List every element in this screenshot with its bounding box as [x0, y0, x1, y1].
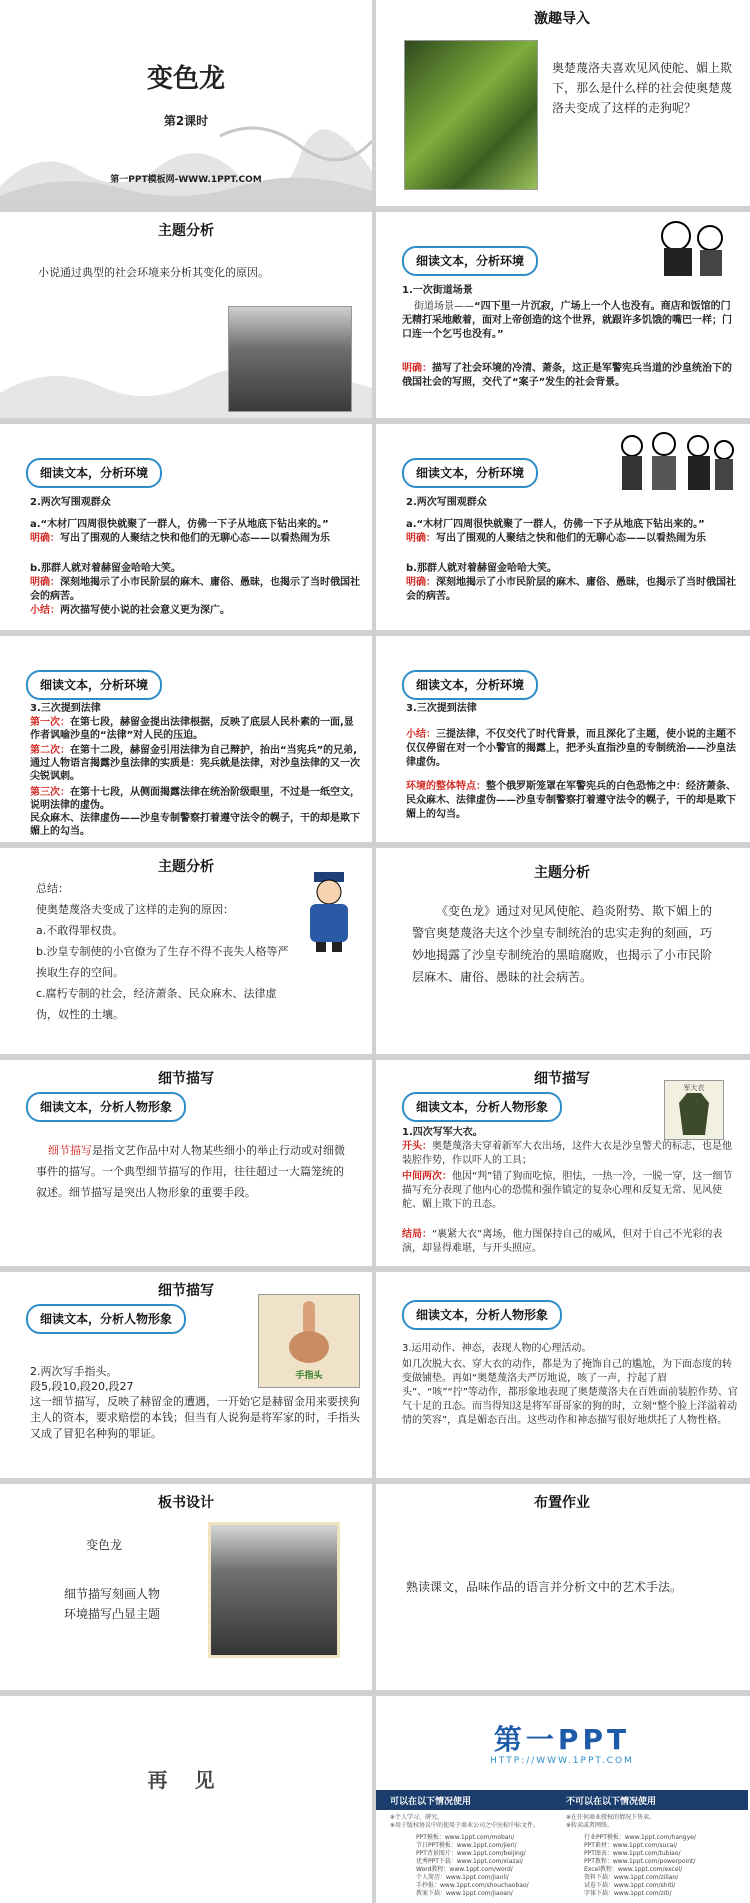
quote-a: a.“木材厂四周很快就聚了一群人，仿佛一下子从地底下钻出来的。” [406, 519, 705, 530]
finger-icon [285, 1301, 333, 1365]
slide-summary[interactable] [0, 848, 372, 1054]
slide-goodbye[interactable] [0, 1696, 372, 1903]
cannot-use-heading: 不可以在以下情况使用 [566, 1797, 657, 1807]
slide-heading: 激趣导入 [534, 11, 590, 27]
slide-intro[interactable] [376, 0, 748, 206]
section-heading: 3.三次提到法律 [30, 703, 101, 714]
quote-a: a.“木材厂四周很快就聚了一群人，仿佛一下子从地底下钻出来的。” [30, 519, 329, 530]
slide-theme-analysis[interactable] [376, 848, 748, 1054]
coat-middle: 中间两次：他因“判”错了狗而吃惊，胆怯，一热一冷，一脱一穿，这一细节描写充分表现了他内心的恐慌和强作镇定的复杂心理和反复无常、见风使舵、媚上欺下的丑态。 [402, 1171, 733, 1210]
ink-landscape-icon [0, 116, 372, 206]
explain-a: 明确：写出了围观的人聚结之快和他们的无聊心态——以看热闹为乐 [30, 533, 330, 544]
slide-street[interactable] [376, 212, 748, 418]
homework-text: 熟读课文，品味作品的语言并分析文中的艺术手法。 [406, 1580, 683, 1594]
section-pill: 细读文本，分析人物形象 [26, 1304, 186, 1334]
coat-opening: 开头：奥楚蔑洛夫穿着新军大衣出场，这件大衣是沙皇警犬的标志，也是他装腔作势，作以吓人的工具； [402, 1141, 732, 1166]
cartoon-crowd-icon [614, 428, 738, 494]
section-heading: 1.四次写军大衣。 [402, 1127, 483, 1138]
section-pill: 细读文本，分析环境 [402, 458, 538, 488]
slide-heading: 细节描写 [158, 1071, 214, 1087]
cartoon-figures-icon [646, 216, 736, 278]
link[interactable]: 手抄报：www.1ppt.com/shouchaobao/ [416, 1882, 529, 1889]
slide-theme[interactable] [0, 212, 372, 418]
street-scene-text: 街道场景——“四下里一片沉寂，广场上一个人也没有。商店和饭馆的门无精打采地敞着，面对上帝创造的这个世界，就跟许多饥饿的嘴巴一样；门口连一个乞丐也没有。” [402, 301, 732, 340]
section-heading: 2.两次写围观群众 [406, 497, 487, 508]
lesson-subtitle: 第2课时 [163, 114, 209, 128]
summary-lines: 总结： 使奥楚蔑洛夫变成了这样的走狗的原因： a.不敢得罪权贵。 b.沙皇专制使的小官僚为了生存不得不丧失人格等严挨取生存的空间。 c.腐朽专制的社会，经济萧条、民众麻木、法律虚伪，奴性的土壤。 [36, 882, 289, 1021]
slide-heading: 细节描写 [158, 1283, 214, 1299]
coat-icon [679, 1093, 709, 1135]
coat-ending: 结局：“裹紧大衣”离场，他力图保持自己的威风，但对于自己不光彩的表演，却显得难堪，与开头照应。 [402, 1229, 723, 1254]
slide-heading: 板书设计 [158, 1495, 214, 1511]
intro-text: 奥楚蔑洛夫喜欢见风使舵、媚上欺下，那么是什么样的社会使奥楚蔑洛夫变成了这样的走狗呢？ [552, 61, 733, 115]
site-url[interactable]: HTTP://WWW.1PPT.COM [490, 1756, 634, 1766]
actions-text: 如几次脱大衣、穿大衣的动作，都是为了掩饰自己的尴尬，为下面态度的转变做铺垫。再如“奥楚蔑洛夫严厉地说，咳了一声，拧起了眉头”、“咳”“拧”等动作，都形象地表现了奥楚蔑洛夫在百姓面前装腔作势、官气十足的丑态。而当得知这是将军哥哥家的狗的时，立刻“整个脸上洋溢着动情的笑容”，真是媚态百出。这些动作和神态描写很好地烘托了人物性格。 [402, 1359, 738, 1426]
slide-crowd-2[interactable] [376, 424, 748, 630]
slide-credits[interactable] [376, 1696, 748, 1903]
slide-actions[interactable] [376, 1272, 748, 1478]
link[interactable]: PPT模板：www.1ppt.com/moban/ [416, 1834, 515, 1841]
links-right [584, 1834, 734, 1898]
goodbye-text: 再 见 [147, 1768, 225, 1792]
link[interactable]: 试卷下载：www.1ppt.com/shiti/ [584, 1882, 676, 1889]
explain-a: 明确：写出了围观的人聚结之快和他们的无聊心态——以看热闹为乐 [406, 533, 706, 544]
slide-detail-def[interactable] [0, 1060, 372, 1266]
section-heading: 3.运用动作、神态，表现人物的心理活动。 [402, 1343, 592, 1354]
law-conclusion: 小结：三提法律，不仅交代了时代背景，而且深化了主题，使小说的主题不仅仅停留在对一个小警官的揭露上，把矛头直指沙皇的专制统治——沙皇法律虚伪。 [406, 729, 736, 768]
law-summary: 民众麻木、法律虚伪——沙皇专制警察打着遵守法令的幌子，干的却是欺下媚上的勾当。 [30, 813, 360, 837]
slide-law-1[interactable] [0, 636, 372, 842]
section-pill: 细读文本，分析环境 [402, 670, 538, 700]
section-pill: 细读文本，分析环境 [26, 670, 162, 700]
links-left [416, 1834, 566, 1898]
slide-board[interactable] [0, 1484, 372, 1690]
finger-explain: 这一细节描写，反映了赫留金的遭遇，一开始它是赫留金用来要挟狗主人的资本，要求赔偿的本钱；但当有人说狗是将军家的时，手指头又成了冒犯名种狗的罪证。 [30, 1395, 360, 1440]
summary-c: 小结：两次描写使小说的社会意义更为深广。 [30, 605, 230, 616]
site-logo: 第一PPT [493, 1723, 631, 1756]
quote-b: b.那群人就对着赫留金哈哈大笑。 [406, 563, 557, 574]
link[interactable]: 教案下载：www.1ppt.com/jiaoan/ [416, 1890, 513, 1897]
theme-text: 小说通过典型的社会环境来分析其变化的原因。 [38, 266, 269, 279]
crowd-photo [228, 306, 352, 412]
finger-picture: 手指头 [258, 1294, 360, 1388]
finger-lines: 2.两次写手指头。 段5,段10,段20,段27 [30, 1365, 134, 1393]
slide-heading: 细节描写 [534, 1071, 590, 1087]
slide-crowd-1[interactable] [0, 424, 372, 630]
slide-homework[interactable] [376, 1484, 748, 1690]
theme-analysis-text: 《变色龙》通过对见风使舵、趋炎附势、欺下媚上的警官奥楚蔑洛夫这个沙皇专制统治的忠实走狗的刻画，巧妙地揭露了沙皇专制统治的黑暗腐败，也揭示了小市民阶层麻木、庸俗、愚昧的社会病苦。 [412, 904, 713, 984]
cannot-use-notes: ※在任何商业授权的情况下售卖。 ※转卖或者网络。 [566, 1814, 656, 1829]
crowd-photo [208, 1522, 340, 1658]
slide-heading: 主题分析 [158, 223, 214, 239]
slide-finger[interactable] [0, 1272, 372, 1478]
environment-features: 环境的整体特点：整个俄罗斯笼罩在军警宪兵的白色恐怖之中：经济萧条、民众麻木、法律虚伪——沙皇专制警察打着遵守法令的幌子，干的却是欺下媚上的勾当。 [406, 781, 736, 820]
section-heading: 1.一次街道场景 [402, 285, 473, 296]
section-pill: 细读文本，分析环境 [26, 458, 162, 488]
lesson-title: 变色龙 [146, 64, 225, 94]
link[interactable]: 节日PPT模板：www.1ppt.com/jieri/ [416, 1842, 517, 1849]
link[interactable]: PPT教程：www.1ppt.com/powerpoint/ [584, 1858, 696, 1865]
slide-heading: 主题分析 [158, 859, 214, 875]
can-use-notes: ※个人学习、研究。 ※用于版权协议中的使用于商业公司之中应标中标文件。 [390, 1814, 540, 1829]
section-pill: 细读文本，分析人物形象 [402, 1092, 562, 1122]
footer-text: 第一PPT模板网-WWW.1PPT.COM [110, 175, 262, 185]
board-title: 变色龙 [86, 1538, 123, 1552]
slide-coat[interactable] [376, 1060, 748, 1266]
link[interactable]: 字体下载：www.1ppt.com/ziti/ [584, 1890, 672, 1897]
link[interactable]: Excel教程：www.1ppt.com/excel/ [584, 1866, 683, 1873]
quote-b: b.那群人就对着赫留金哈哈大笑。 [30, 563, 181, 574]
board-points: 细节描写刻画人物 环境描写凸显主题 [64, 1587, 161, 1621]
link[interactable]: PPT背景图片：www.1ppt.com/beijing/ [416, 1850, 526, 1857]
detail-definition: 细节描写是指文艺作品中对人物某些细小的举止行动或对细微事件的描写。一个典型细节描写的作用，往往超过一大篇笼统的叙述。细节描写是突出人物形象的重要手段。 [36, 1144, 345, 1199]
law-second: 第二次：在第十二段，赫留金引用法律为自己辩护，抬出“当宪兵”的兄弟,通过人物语言揭露沙皇法律的实质是：宪兵就是法律，对沙皇法律的又一次尖锐讽刺。 [30, 745, 360, 782]
slide-law-2[interactable] [376, 636, 748, 842]
slide-heading: 主题分析 [534, 865, 590, 881]
link[interactable]: PPT图表：www.1ppt.com/tubiao/ [584, 1850, 681, 1857]
policeman-cartoon-icon [296, 870, 362, 954]
coat-picture: 军大衣 [664, 1080, 724, 1140]
section-pill: 细读文本，分析人物形象 [402, 1300, 562, 1330]
slide-title[interactable] [0, 0, 372, 206]
chameleon-photo [404, 40, 538, 190]
section-pill: 细读文本，分析人物形象 [26, 1092, 186, 1122]
link[interactable]: PPT素材：www.1ppt.com/sucai/ [584, 1842, 678, 1849]
law-third: 第三次：在第十七段，从侧面揭露法律在统治阶级眼里，不过是一纸空文，说明法律的虚伪。 [30, 787, 360, 811]
link[interactable]: 优秀PPT下载：www.1ppt.com/xiazai/ [416, 1858, 523, 1865]
section-pill: 细读文本，分析环境 [402, 246, 538, 276]
explain-b: 明确：深刻地揭示了小市民阶层的麻木、庸俗、愚昧，也揭示了当时俄国社会的病苦。 [406, 577, 736, 602]
link[interactable]: Word教程：www.1ppt.com/word/ [416, 1866, 513, 1873]
link[interactable]: 个人简历：www.1ppt.com/jianli/ [416, 1874, 509, 1881]
law-first: 第一次：在第七段，赫留金提出法律根据，反映了底层人民朴素的一面,显作者讽喻沙皇的“法律”对人民的压迫。 [30, 717, 354, 741]
can-use-heading: 可以在以下情况使用 [390, 1797, 472, 1807]
section-heading: 3.三次提到法律 [406, 703, 477, 714]
link[interactable]: 资料下载：www.1ppt.com/ziliao/ [584, 1874, 679, 1881]
conclusion-text: 明确：描写了社会环境的冷清、萧条，这正是军警宪兵当道的沙皇统治下的俄国社会的写照，交代了“案子”发生的社会背景。 [402, 363, 732, 388]
link[interactable]: 行业PPT模板：www.1ppt.com/hangye/ [584, 1834, 696, 1841]
slide-heading: 布置作业 [534, 1495, 590, 1511]
section-heading: 2.两次写围观群众 [30, 497, 111, 508]
explain-b: 明确：深刻地揭示了小市民阶层的麻木、庸俗、愚昧，也揭示了当时俄国社会的病苦。 [30, 577, 360, 602]
